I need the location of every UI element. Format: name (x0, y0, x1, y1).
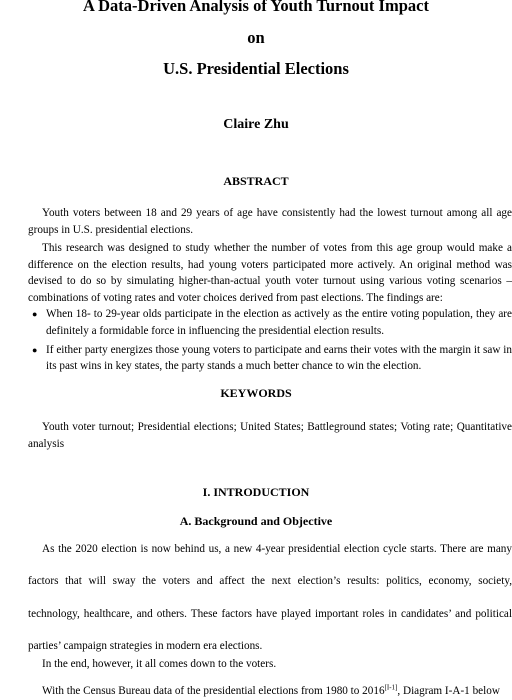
introduction-paragraph-3-tail: , Diagram I-A-1 below (397, 685, 500, 697)
introduction-paragraph-3 (28, 683, 512, 700)
introduction-paragraph-2: In the end, however, it all comes down to the voters. (42, 658, 277, 670)
author-name: Claire Zhu (223, 117, 289, 132)
citation-reference[interactable]: [I-1] (384, 683, 398, 692)
bullet-icon: ● (32, 344, 38, 355)
bullet-icon: ● (32, 309, 38, 319)
abstract-paragraph-2: This research was designed to study whether the number of votes from this age group would make a difference on the election results, had young voters participated more actively. An original method was devised to do so by simulating higher-than-actual youth voter turnout using various voting scenarios – combinations of voting rates and voter choices derived from past elections. The findings are: (28, 242, 512, 304)
abstract-findings-list (28, 306, 512, 377)
keywords-text: Youth voter turnout; Presidential elections; United States; Battleground states; Voting rate; Quantitative analysis (28, 421, 512, 450)
paper-title-line-2: on (247, 28, 265, 47)
keywords-heading: KEYWORDS (220, 386, 292, 400)
paper-title-line-1: A Data-Driven Analysis of Youth Turnout Impact (83, 0, 429, 15)
finding-text-2: If either party energizes those young voters to participate and earns their votes with the margin it saw in its past wins in key states, the party stands a much better chance to win the election. (46, 343, 512, 373)
finding-item-2 (28, 342, 512, 375)
introduction-paragraph-3-text: With the Census Bureau data of the presidential elections from 1980 to 2016 (42, 685, 385, 697)
finding-item-1 (28, 306, 512, 339)
finding-text-1: When 18- to 29-year olds participate in the election as actively as the entire voting population, they are definitely a formidable force in influencing the presidential election results. (46, 308, 512, 337)
abstract-paragraph-1: Youth voters between 18 and 29 years of age have consistently had the lowest turnout among all age groups in U.S. presidential elections. (28, 207, 512, 236)
paper-title-line-3: U.S. Presidential Elections (163, 59, 349, 78)
introduction-heading: I. INTRODUCTION (202, 485, 310, 499)
introduction-paragraph-1: As the 2020 election is now behind us, a new 4-year presidential election cycle starts. There are many factors that will sway the voters and affect the next election’s results: politics, economy, society, technology, healthcare, and others. These factors have played important roles in candidates’ and political parties’ campaign strategies in modern era elections. (28, 543, 512, 652)
introduction-subheading: A. Background and Objective (179, 514, 333, 528)
abstract-heading: ABSTRACT (223, 174, 289, 188)
